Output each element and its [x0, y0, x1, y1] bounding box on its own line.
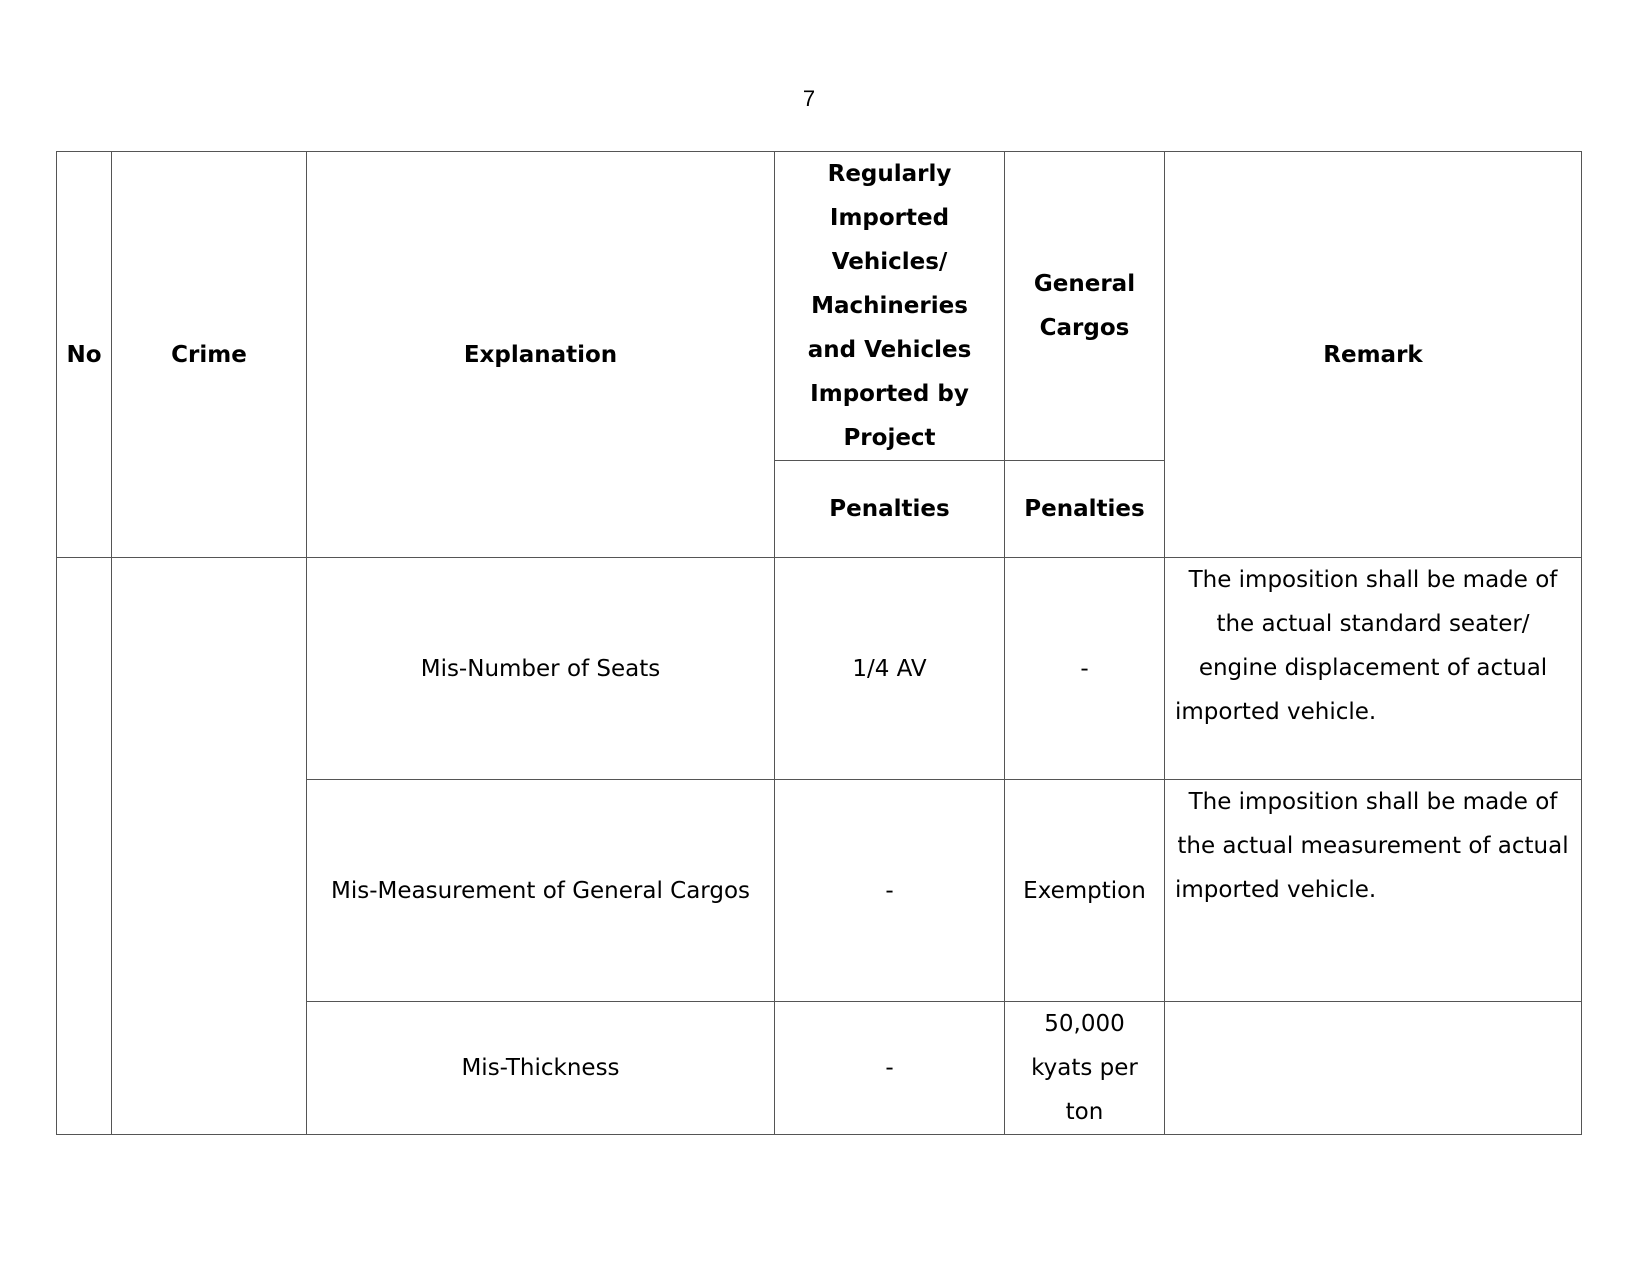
- cell-regular-penalty: 1/4 AV: [775, 558, 1005, 780]
- cell-crime: [112, 558, 307, 1135]
- cell-remark: [1165, 1002, 1582, 1135]
- cell-explanation: Mis-Number of Seats: [307, 558, 775, 780]
- table-row: [57, 558, 1582, 780]
- penalty-table: [56, 151, 1582, 1135]
- cell-explanation: Mis-Measurement of General Cargos: [307, 780, 775, 1002]
- cell-remark: The imposition shall be made of the actual standard seater/ engine displacement of actual imported vehicle.: [1165, 558, 1582, 780]
- header-remark: Remark: [1165, 152, 1582, 558]
- page-number: 7: [802, 86, 816, 111]
- header-general-cargos: General Cargos: [1005, 152, 1165, 461]
- cell-explanation: Mis-Thickness: [307, 1002, 775, 1135]
- cell-remark: The imposition shall be made of the actual measurement of actual imported vehicle.: [1165, 780, 1582, 1002]
- cell-general-penalty: Exemption: [1005, 780, 1165, 1002]
- header-crime: Crime: [112, 152, 307, 558]
- cell-regular-penalty: -: [775, 780, 1005, 1002]
- cell-general-penalty: -: [1005, 558, 1165, 780]
- header-explanation: Explanation: [307, 152, 775, 558]
- header-penalties-general: Penalties: [1005, 461, 1165, 558]
- table-header-row: [57, 152, 1582, 461]
- cell-general-penalty: 50,000 kyats per ton: [1005, 1002, 1165, 1135]
- header-no: No: [57, 152, 112, 558]
- header-regularly-imported: Regularly Imported Vehicles/ Machineries and Vehicles Imported by Project: [775, 152, 1005, 461]
- header-penalties-regular: Penalties: [775, 461, 1005, 558]
- cell-regular-penalty: -: [775, 1002, 1005, 1135]
- cell-no: [57, 558, 112, 1135]
